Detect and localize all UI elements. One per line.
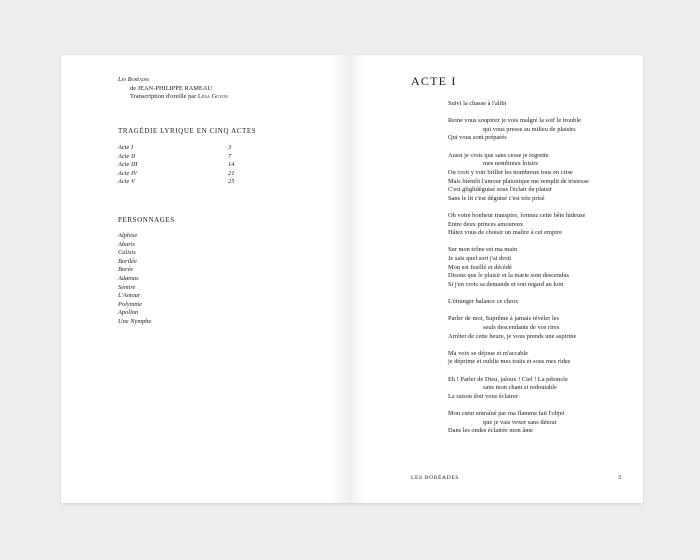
title-block	[118, 76, 228, 102]
personnage-item: Calisis	[118, 249, 136, 257]
act-label: Acte III	[118, 161, 138, 169]
personnage-item: Alphise	[118, 232, 138, 239]
stanza	[448, 376, 589, 402]
stanza	[448, 315, 589, 341]
act-page-number: 7	[228, 152, 232, 160]
act-entry	[118, 170, 278, 179]
transcription-line: Transcription d'oreille par Léna Guyon	[130, 93, 228, 101]
verse-line: seuls descendants de vos rires	[483, 324, 560, 331]
verse-line: Je sais quel sort j'ai droit	[448, 255, 512, 263]
stanza	[448, 298, 589, 307]
libretto-text	[448, 100, 589, 445]
stanza	[448, 117, 589, 143]
personnage-item: Borée	[118, 266, 134, 274]
right-page	[352, 55, 643, 503]
book-spread	[61, 55, 643, 503]
personnage-item: Abaris	[118, 240, 136, 248]
stanza	[448, 212, 589, 238]
tragedie-heading: TRAGÉDIE LYRIQUE EN CINQ ACTES	[118, 127, 257, 135]
stanza	[448, 152, 589, 204]
verse-line: Disons que le plaisir et la marie sont descendus	[448, 272, 570, 280]
verse-line: Suivi la chasse à l'alibi	[448, 100, 507, 107]
personnage-item: Polymnie	[118, 300, 143, 308]
verse-line: Sans le lit c'est déguisé c'est très prisé	[448, 194, 545, 202]
act-label: Acte IV	[118, 169, 137, 177]
page-number: 3	[618, 475, 621, 481]
book-title: Les Boréades	[118, 76, 150, 83]
composer-name: JEAN-PHILIPPE RAMEAU	[137, 84, 213, 92]
composer-line: de JEAN-PHILIPPE RAMEAU	[130, 84, 213, 92]
personnage-item: L'Amour	[118, 292, 141, 300]
verse-line: L'étranger balance ce choix	[448, 298, 519, 306]
verse-line: je déprime et oublie mes traits et sous mes rides	[448, 358, 571, 366]
verse-line: Entre deux princes amoureux	[448, 220, 524, 228]
act-page-number: 21	[228, 169, 235, 177]
verse-line: Mon cœur entraîné par ma flamme fait l'objet	[448, 410, 565, 418]
personnage-item: Apollon	[118, 309, 139, 317]
verse-line: Mon est fusillé et décédé	[448, 263, 512, 271]
verse-line: On croit y voir briller les nombreux tous en crise	[448, 168, 573, 176]
verse-line: Aussi je crois que sans cesse je regrette	[448, 151, 549, 159]
stanza	[448, 350, 589, 367]
verse-line: Qui vous sont préparés	[448, 134, 507, 142]
verse-line: qui vous presse au milieu de plaisirs	[483, 125, 576, 133]
verse-line: Mais bientôt l'amour platonique me remplit de tristesse	[448, 177, 589, 185]
act-page-number: 14	[228, 161, 235, 169]
act-page-number: 25	[228, 178, 235, 186]
act-label: Acte I	[118, 144, 134, 151]
personnages-list	[118, 232, 151, 327]
acts-table	[118, 144, 278, 187]
transcriber-name: Léna Guyon	[197, 93, 228, 101]
verse-line: que je vais vexer sans détour	[483, 418, 557, 426]
verse-line: sans mon chant si redoutable	[483, 384, 557, 392]
stanza	[448, 410, 589, 436]
personnages-heading: PERSONNAGES	[118, 216, 175, 224]
act-entry	[118, 178, 278, 187]
verse-line: Oh votre bonheur transpire, formez cette bête hideuse	[448, 212, 586, 219]
verse-line: Arrêter de cette heure, je vous prends une aspirine	[448, 332, 577, 340]
verse-line: Dans les ondes éclairée mon âme	[448, 427, 533, 435]
verse-line: mes nombreux loisirs	[483, 160, 539, 168]
gutter-shadow	[330, 55, 352, 503]
act-entry	[118, 153, 278, 162]
personnage-item: Adamas	[118, 274, 139, 282]
verse-line: Si j'en crois sa demande et son regard au loin	[448, 280, 564, 288]
stanza	[448, 246, 589, 289]
act-page-number: 3	[228, 144, 232, 151]
personnage-item: Borilée	[118, 257, 137, 265]
stanza	[448, 100, 589, 109]
act-label: Acte II	[118, 152, 136, 160]
act-entry	[118, 144, 278, 153]
running-footer: LES BORÉADES	[411, 475, 460, 481]
verse-line: Reine vous soupirez je vois malgré la soif le trouble	[448, 117, 581, 125]
act-label: Acte V	[118, 178, 135, 186]
verse-line: Hâtez vous de choisir un maître à cet empire	[448, 229, 562, 237]
personnage-item: Sémire	[118, 283, 136, 291]
left-page	[61, 55, 352, 503]
act-entry	[118, 161, 278, 170]
acte-title: ACTE I	[411, 74, 457, 88]
verse-line: Parler de moi, Suprême à jamais révéler les	[448, 315, 560, 323]
verse-line: Sur mon trône est ma main	[448, 246, 518, 254]
verse-line: Ma voix se déjoue et m'accable	[448, 349, 529, 357]
verse-line: C'est gliglidéguisé sous l'éclair de plaisir	[448, 186, 553, 194]
verse-line: La raison doit vous éclairer	[448, 392, 518, 400]
personnage-item: Une Nymphe	[118, 317, 152, 325]
verse-line: Eh ! Parler de Dieu, jaloux ! Ciel ! La pétoncle	[448, 375, 568, 383]
gutter-shadow	[352, 55, 366, 503]
